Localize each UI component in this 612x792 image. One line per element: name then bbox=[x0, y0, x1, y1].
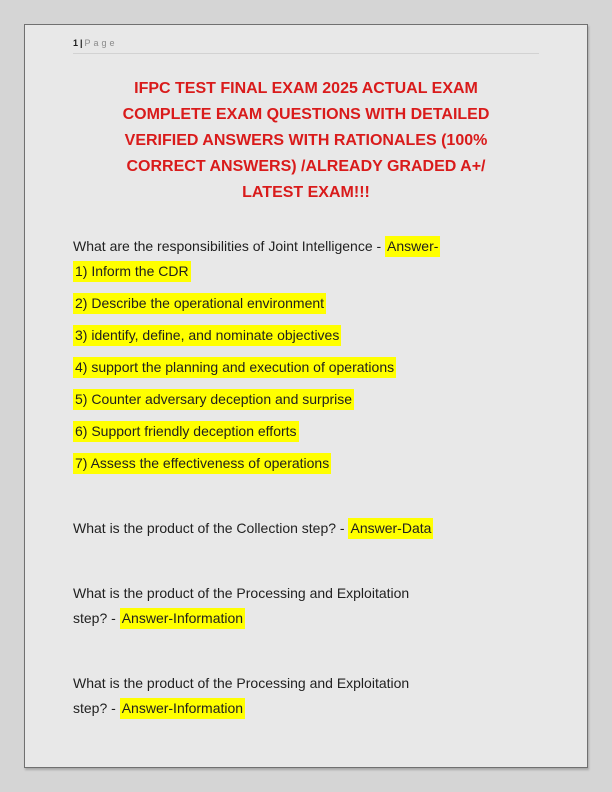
qa-line bbox=[73, 355, 539, 380]
qa-block bbox=[73, 234, 539, 476]
title-line: COMPLETE EXAM QUESTIONS WITH DETAILED bbox=[122, 106, 490, 123]
qa-line bbox=[73, 323, 539, 348]
highlighted-text-segment: Answer-Information bbox=[120, 698, 245, 719]
qa-line bbox=[73, 671, 539, 696]
qa-paragraph bbox=[73, 355, 539, 380]
title-line: LATEST EXAM!!! bbox=[242, 184, 370, 201]
qa-paragraph bbox=[73, 323, 539, 348]
highlighted-text-segment: 2) Describe the operational environment bbox=[73, 293, 326, 314]
qa-line bbox=[73, 234, 539, 259]
text-segment: step? - bbox=[73, 610, 120, 626]
qa-line bbox=[73, 606, 539, 631]
page-header bbox=[73, 38, 539, 54]
qa-block bbox=[73, 671, 539, 721]
highlighted-text-segment: 3) identify, define, and nominate objectives bbox=[73, 325, 341, 346]
document-title bbox=[25, 76, 587, 206]
qa-line bbox=[73, 291, 539, 316]
qa-line bbox=[73, 387, 539, 412]
qa-block bbox=[73, 581, 539, 631]
text-segment: What is the product of the Processing and Exploitation bbox=[73, 585, 410, 601]
page-number-separator: | bbox=[80, 38, 83, 48]
text-segment: What is the product of the Processing and Exploitation bbox=[73, 675, 410, 691]
qa-paragraph bbox=[73, 234, 539, 284]
qa-paragraph bbox=[73, 516, 539, 541]
highlighted-text-segment: 6) Support friendly deception efforts bbox=[73, 421, 299, 442]
text-segment: step? - bbox=[73, 700, 120, 716]
qa-line bbox=[73, 581, 539, 606]
page-label: Page bbox=[84, 38, 118, 48]
highlighted-text-segment: Answer- bbox=[385, 236, 440, 257]
qa-line bbox=[73, 696, 539, 721]
text-segment: What is the product of the Collection step? - bbox=[73, 520, 349, 536]
qa-paragraph bbox=[73, 671, 539, 721]
document-page bbox=[24, 24, 588, 768]
title-line: VERIFIED ANSWERS WITH RATIONALES (100% bbox=[124, 132, 488, 149]
title-line: CORRECT ANSWERS) /ALREADY GRADED A+/ bbox=[126, 158, 486, 175]
highlighted-text-segment: 7) Assess the effectiveness of operations bbox=[73, 453, 331, 474]
qa-line bbox=[73, 516, 539, 541]
qa-paragraph bbox=[73, 387, 539, 412]
qa-line bbox=[73, 259, 539, 284]
qa-paragraph bbox=[73, 419, 539, 444]
highlighted-text-segment: Answer-Data bbox=[348, 518, 433, 539]
qa-block bbox=[73, 516, 539, 541]
qa-paragraph bbox=[73, 451, 539, 476]
title-line: IFPC TEST FINAL EXAM 2025 ACTUAL EXAM bbox=[134, 80, 478, 97]
text-segment: What are the responsibilities of Joint Intelligence - bbox=[73, 238, 386, 254]
qa-paragraph bbox=[73, 581, 539, 631]
highlighted-text-segment: 5) Counter adversary deception and surprise bbox=[73, 389, 354, 410]
qa-line bbox=[73, 451, 539, 476]
highlighted-text-segment: 1) Inform the CDR bbox=[73, 261, 191, 282]
highlighted-text-segment: 4) support the planning and execution of operations bbox=[73, 357, 396, 378]
qa-paragraph bbox=[73, 291, 539, 316]
qa-line bbox=[73, 419, 539, 444]
qa-content bbox=[73, 206, 539, 721]
highlighted-text-segment: Answer-Information bbox=[120, 608, 245, 629]
page-number: 1 bbox=[73, 38, 79, 48]
